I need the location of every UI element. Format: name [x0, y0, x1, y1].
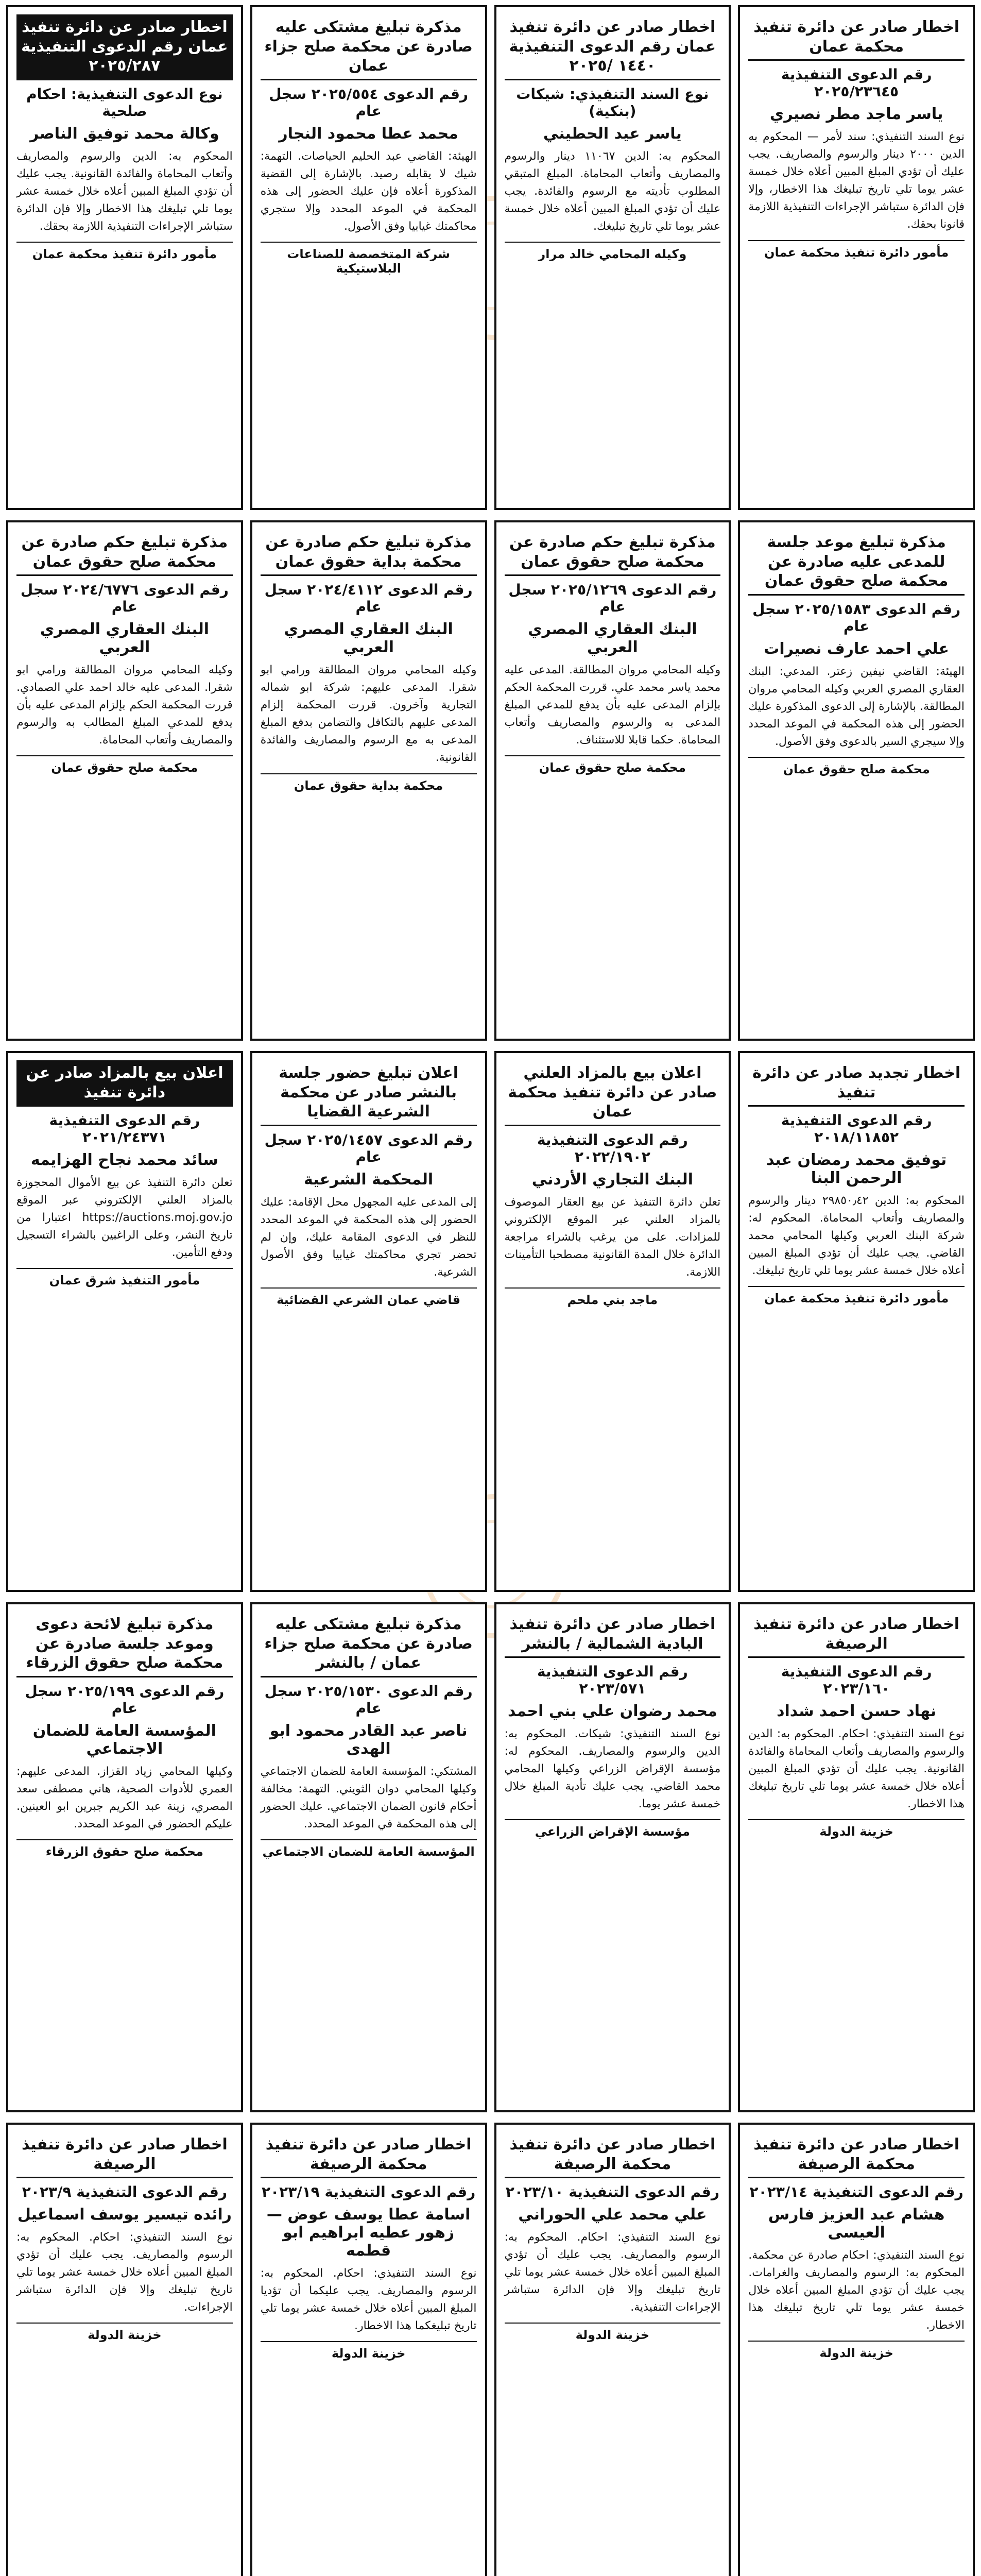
notice-footer: خزينة الدولة [505, 2323, 721, 2342]
legal-notice [494, 5, 731, 510]
notice-body: تعلن دائرة التنفيذ عن بيع العقار الموصوف بالمزاد العلني عبر الموقع الإلكتروني للمزادات. على من يرغب بالشراء مراجعة الدائرة خلال المدة القانونية مصطحبا التأمينات اللازمة. [504, 1195, 721, 1279]
legal-notice [250, 2123, 487, 2576]
notice-heading: اعلان تبليغ حضور جلسة بالنشر صادر عن محكمة الشرعية القضايا [261, 1060, 477, 1126]
legal-notice [738, 520, 975, 1041]
notice-heading: مذكرة تبليغ موعد جلسة للمدعى عليه صادرة عن محكمة صلح حقوق عمان [748, 530, 965, 596]
notice-row [6, 2123, 975, 2576]
notice-body: المحكوم به: الدين والرسوم والمصاريف وأتعاب المحاماة والفائدة القانونية. يجب عليك أن تؤدي المبلغ المبين أعلاه خلال خمسة عشر يوما تلي تبليغك هذا الاخطار وإلا فإن الدائرة ستباشر الإجراءات التنفيذية اللازمة بحقك. [16, 149, 233, 233]
notice-body: نوع السند التنفيذي: سند لأمر — المحكوم به الدين ٢٠٠٠ دينار والرسوم والمصاريف. يجب عليك أن تؤدي المبلغ المبين أعلاه خلال خمسة عشر يوما تلي تاريخ تبليغك هذا الاخطار، وإلا فإن الدائرة ستباشر الإجراءات التنفيذية اللازمة قانونا بحقك. [748, 130, 965, 231]
notice-heading: مذكرة تبليغ حكم صادرة عن محكمة صلح حقوق عمان [16, 530, 233, 576]
notice-heading: اخطار صادر عن دائرة تنفيذ محكمة الرصيفة [748, 2132, 965, 2178]
notice-heading: اعلان بيع بالمزاد صادر عن دائرة تنفيذ [16, 1060, 233, 1107]
notice-footer: محكمة صلح حقوق عمان [16, 755, 233, 775]
case-number: رقم الدعوى ٢٠٢٥/١٩٩ سجل عام [25, 1682, 225, 1717]
case-number: رقم الدعوى ٢٠٢٥/٥٥٤ سجل عام [269, 85, 469, 120]
legal-notice [494, 1602, 731, 2112]
notice-body: المحكوم به: الدين ١١٠٦٧ دينار والرسوم والمصاريف وأتعاب المحاماة. المبلغ المتبقي المطلوب تأديته مع الرسوم والفائدة. يجب عليك أن تؤدي المبلغ المبين أعلاه خلال خمسة عشر يوما تلي تاريخ تبليغك. [504, 149, 721, 233]
notice-body: المحكوم به: الدين ٢٩٨٥٠٫٤٢ دينار والرسوم والمصاريف وأتعاب المحاماة. المحكوم له: شركة البنك العربي وكيلها المحامي محمد القاضي. يجب عليك أن تؤدي المبلغ المبين أعلاه خلال خمسة عشر يوما تلي تاريخ تبليغك. [748, 1194, 965, 1278]
party-name: البنك العقاري المصري العربي [284, 620, 453, 656]
case-number: رقم الدعوى ٢٠٢٥/١٥٨٣ سجل عام [752, 600, 961, 635]
legal-notice [738, 2123, 975, 2576]
legal-notice [6, 5, 243, 510]
legal-notice [738, 1602, 975, 2112]
notice-heading: مذكرة تبليغ لائحة دعوى وموعد جلسة صادرة عن محكمة صلح حقوق الزرقاء [16, 1612, 233, 1677]
notice-body: نوع السند التنفيذي: احكام. المحكوم به: الرسوم والمصاريف. يجب عليكما أن تؤديا المبلغ المبين أعلاه خلال خمسة عشر يوما تلي تاريخ تبليغكما هذا الاخطار. [260, 2267, 477, 2333]
notice-heading: اخطار صادر عن دائرة تنفيذ البادية الشمالية / بالنشر [505, 1612, 721, 1658]
party-name: البنك التجاري الأردني [531, 1170, 693, 1189]
notice-body: نوع السند التنفيذي: احكام. المحكوم به: الدين والرسوم والمصاريف وأتعاب المحاماة والفائدة القانونية. يجب عليك أن تؤدي المبلغ المبين أعلاه خلال خمسة عشر يوما تلي تاريخ تبليغك هذا الاخطار. [748, 1727, 965, 1811]
notice-footer: خزينة الدولة [16, 2323, 233, 2342]
notice-heading: اعلان بيع بالمزاد العلني صادر عن دائرة تنفيذ محكمة عمان [505, 1060, 721, 1126]
legal-notice [6, 1602, 243, 2112]
notice-body: نوع السند التنفيذي: احكام. المحكوم به: الرسوم والمصاريف. يجب عليك أن تؤدي المبلغ المبين أعلاه خلال خمسة عشر يوما تلي تاريخ تبليغك وإلا فإن الدائرة ستباشر الإجراءات. [16, 2231, 233, 2314]
party-name: البنك العقاري المصري العربي [40, 620, 210, 656]
legal-notice [494, 2123, 731, 2576]
case-number: رقم الدعوى ٢٠٢٥/١٢٦٩ سجل عام [508, 581, 717, 615]
notice-footer: ماجد بني ملحم [505, 1287, 721, 1307]
legal-notice [250, 1051, 487, 1592]
notice-body: وكيلها المحامي زياد القزاز. المدعى عليهم: العمري للأدوات الصحية، هاني مصطفى سعد المصري، زينة عبد الكريم جبرين ابو العينين. عليكم الحضور في الموعد المحدد. [16, 1765, 233, 1831]
case-number: رقم الدعوى ٢٠٢٥/١٤٥٧ سجل عام [264, 1131, 473, 1165]
notice-body: وكيله المحامي مروان المطالقة. المدعى عليه محمد ياسر محمد علي. قررت المحكمة الحكم بإلزام المدعى عليه بأن يدفع للمدعي المبلغ المدعى به والرسوم والمصاريف وأتعاب المحاماة. حكما قابلا للاستئناف. [504, 664, 721, 747]
case-number: رقم الدعوى ٢٠٢٤/٦٧٧٦ سجل عام [20, 581, 229, 615]
notice-body: نوع السند التنفيذي: شيكات. المحكوم به: الدين والرسوم والمصاريف. المحكوم له: مؤسسة الإقراض الزراعي وكيلها المحامي محمد القاضي. يجب عليك تأدية المبلغ خلال خمسة عشر يوما. [504, 1727, 721, 1811]
notice-footer: وكيله المحامي خالد مرار [505, 242, 721, 261]
case-number: رقم الدعوى التنفيذية ٢٠١٨/١١٨٥٢ [781, 1112, 932, 1146]
notice-row [6, 5, 975, 510]
notice-heading: اخطار صادر عن دائرة تنفيذ الرصيفة [748, 1612, 965, 1658]
notice-body: الهيئة: القاضي عبد الحليم الحياصات. التهمة: شيك لا يقابله رصيد. بالإشارة إلى القضية المذكورة أعلاه فإن عليك الحضور إلى هذه المحكمة في الموعد المحدد وإلا ستجري محاكمتك غيابيا وفق الأصول. [260, 149, 477, 233]
notice-footer: محكمة بداية حقوق عمان [261, 773, 477, 793]
notice-body: نوع السند التنفيذي: احكام صادرة عن محكمة. المحكوم به: الرسوم والمصاريف والغرامات. يجب عليك أن تؤدي المبلغ المبين أعلاه خلال خمسة عشر يوما تلي تاريخ تبليغك هذا الاخطار. [748, 2249, 965, 2332]
legal-notice [6, 2123, 243, 2576]
notice-heading: اخطار صادر عن دائرة تنفيذ محكمة عمان [748, 14, 965, 61]
notice-row [6, 520, 975, 1041]
notice-body: وكيله المحامي مروان المطالقة ورامي ابو شقرا. المدعى عليهم: شركة ابو شماله التجارية وآخرون. قررت المحكمة إلزام المدعى عليهم بالتكافل والتضامن بدفع المبلغ المدعى به مع الرسوم والمصاريف والفائدة القانونية. [260, 664, 477, 765]
party-name: نهاد حسن احمد شداد [777, 1702, 937, 1720]
notice-heading: مذكرة تبليغ مشتكى عليه صادرة عن محكمة صلح جزاء عمان / بالنشر [261, 1612, 477, 1677]
notice-body: نوع السند التنفيذي: احكام. المحكوم به: الرسوم والمصاريف. يجب عليك أن تؤدي المبلغ المبين أعلاه خلال خمسة عشر يوما تلي تاريخ تبليغك وإلا فإن الدائرة ستباشر الإجراءات التنفيذية. [504, 2231, 721, 2314]
notice-heading: اخطار تجديد صادر عن دائرة تنفيذ [748, 1060, 965, 1107]
party-name: محمد عطا محمود النجار [279, 124, 458, 143]
case-number: رقم الدعوى التنفيذية ٢٠٢٣/١٩ [261, 2183, 476, 2200]
notice-footer: محكمة صلح حقوق الزرقاء [16, 1839, 233, 1859]
notice-footer: خزينة الدولة [748, 2341, 965, 2360]
party-name: المحكمة الشرعية [304, 1170, 434, 1189]
legal-notice [738, 5, 975, 510]
legal-notice [250, 5, 487, 510]
notice-heading: اخطار صادر عن دائرة تنفيذ الرصيفة [16, 2132, 233, 2178]
case-number: رقم الدعوى التنفيذية ٢٠٢٥/٢٣٦٤٥ [781, 66, 932, 100]
legal-notice [494, 520, 731, 1041]
party-name: علي محمد علي الحوراني [518, 2206, 707, 2224]
notice-footer: مأمور التنفيذ شرق عمان [16, 1268, 233, 1287]
notice-footer: مؤسسة الإقراض الزراعي [505, 1819, 721, 1839]
case-number: نوع السند التنفيذي: شيكات (بنكية) [516, 85, 709, 120]
legal-notice [250, 520, 487, 1041]
legal-notice [738, 1051, 975, 1592]
party-name: البنك العقاري المصري العربي [528, 620, 697, 656]
notice-footer: قاضي عمان الشرعي القضائية [261, 1287, 477, 1307]
notice-row [6, 1602, 975, 2112]
notice-heading: مذكرة تبليغ حكم صادرة عن محكمة صلح حقوق عمان [505, 530, 721, 576]
notice-body: وكيله المحامي مروان المطالقة ورامي ابو شقرا. المدعى عليه خالد احمد علي الصمادي. قررت المحكمة الحكم بإلزام المدعى عليه بأن يدفع للمدعي المبلغ المطالب به والرسوم والمصاريف وأتعاب المحاماة. [16, 664, 233, 747]
notice-body: تعلن دائرة التنفيذ عن بيع الأموال المحجوزة بالمزاد العلني الإلكتروني عبر الموقع https://auctions.moj.gov.jo اعتبارا من تاريخ النشر، وعلى الراغبين بالشراء التسجيل ودفع التأمين. [16, 1176, 233, 1260]
party-name: ناصر عبد القادر محمود ابو الهدى [269, 1721, 468, 1758]
party-name: ياسر عيد الحطيني [543, 124, 682, 143]
notice-body: إلى المدعى عليه المجهول محل الإقامة: عليك الحضور إلى هذه المحكمة في الموعد المحدد للنظر في الدعوى المقامة عليك، وإن لم تحضر تجري محاكمتك غيابيا وفق الأصول الشرعية. [260, 1195, 477, 1279]
case-number: نوع الدعوى التنفيذية: احكام صلحية [26, 85, 223, 120]
notice-footer: خزينة الدولة [261, 2341, 477, 2361]
party-name: هشام عبد العزيز فارس العيسى [768, 2206, 945, 2242]
case-number: رقم الدعوى ٢٠٢٤/٤١١٢ سجل عام [264, 581, 473, 615]
party-name: توفيق محمد رمضان عبد الرحمن البنا [766, 1151, 947, 1187]
party-name: علي احمد عارف نصيرات [764, 639, 950, 658]
case-number: رقم الدعوى التنفيذية ٢٠٢٢/١٩٠٢ [537, 1131, 688, 1165]
party-name: سائد محمد نجاح الهزايمه [30, 1151, 218, 1169]
legal-notice [6, 1051, 243, 1592]
legal-notice [250, 1602, 487, 2112]
party-name: ياسر ماجد مطر نصيري [769, 105, 943, 123]
notice-heading: اخطار صادر عن دائرة تنفيذ محكمة الرصيفة [261, 2132, 477, 2178]
party-name: وكالة محمد توفيق الناصر [30, 124, 219, 143]
notice-footer: مأمور دائرة تنفيذ محكمة عمان [16, 242, 233, 261]
notice-row [6, 1051, 975, 1592]
party-name: اسامة عطا يوسف عوض — زهور عطيه ابراهيم ابو قطمه [266, 2206, 471, 2260]
case-number: رقم الدعوى التنفيذية ٢٠٢٣/١٦٠ [781, 1663, 932, 1697]
notice-footer: المؤسسة العامة للضمان الاجتماعي [261, 1839, 477, 1859]
notice-heading: اخطار صادر عن دائرة تنفيذ محكمة الرصيفة [505, 2132, 721, 2178]
notice-footer: مأمور دائرة تنفيذ محكمة عمان [748, 240, 965, 260]
notice-body: الهيئة: القاضي نيفين زعتر. المدعي: البنك العقاري المصري العربي وكيله المحامي مروان المطالقة. بالإشارة إلى الدعوى المذكورة عليك الحضور إلى هذه المحكمة في الموعد المحدد وإلا سيجري السير بالدعوى وفق الأصول. [748, 665, 965, 748]
legal-notice [494, 1051, 731, 1592]
party-name: محمد رضوان علي بني احمد [508, 1702, 717, 1720]
case-number: رقم الدعوى التنفيذية ٢٠٢٣/٥٧١ [537, 1663, 688, 1697]
notice-heading: مذكرة تبليغ مشتكى عليه صادرة عن محكمة صلح جزاء عمان [261, 14, 477, 80]
notice-footer: خزينة الدولة [748, 1819, 965, 1839]
notice-heading: مذكرة تبليغ حكم صادرة عن محكمة بداية حقوق عمان [261, 530, 477, 576]
case-number: رقم الدعوى التنفيذية ٢٠٢٣/١٤ [749, 2183, 963, 2200]
notice-footer: محكمة صلح حقوق عمان [505, 755, 721, 775]
notice-footer: مأمور دائرة تنفيذ محكمة عمان [748, 1286, 965, 1306]
legal-notice [6, 520, 243, 1041]
notice-body: المشتكي: المؤسسة العامة للضمان الاجتماعي وكيلها المحامي دوان الثويني. التهمة: مخالفة أحكام قانون الضمان الاجتماعي. عليك الحضور إلى هذه المحكمة في الموعد المحدد. [260, 1765, 477, 1831]
notice-heading: اخطار صادر عن دائرة تنفيذ عمان رقم الدعوى التنفيذية ١٤٤٠ /٢٠٢٥ [505, 14, 721, 80]
party-name: رائده تيسير يوسف اسماعيل [17, 2206, 232, 2224]
notice-footer: شركة المتخصصة للصناعات البلاستيكية [261, 242, 477, 276]
party-name: المؤسسة العامة للضمان الاجتماعي [32, 1721, 216, 1758]
case-number: رقم الدعوى التنفيذية ٢٠٢٣/٩ [22, 2183, 227, 2200]
notice-heading: اخطار صادر عن دائرة تنفيذ عمان رقم الدعوى التنفيذية ٢٠٢٥/٢٨٧ [16, 14, 233, 80]
case-number: رقم الدعوى ٢٠٢٥/١٥٣٠ سجل عام [264, 1682, 473, 1717]
case-number: رقم الدعوى التنفيذية ٢٠٢٣/١٠ [505, 2183, 720, 2200]
case-number: رقم الدعوى التنفيذية ٢٠٢١/٢٤٣٧١ [49, 1112, 200, 1146]
notice-footer: محكمة صلح حقوق عمان [748, 757, 965, 776]
